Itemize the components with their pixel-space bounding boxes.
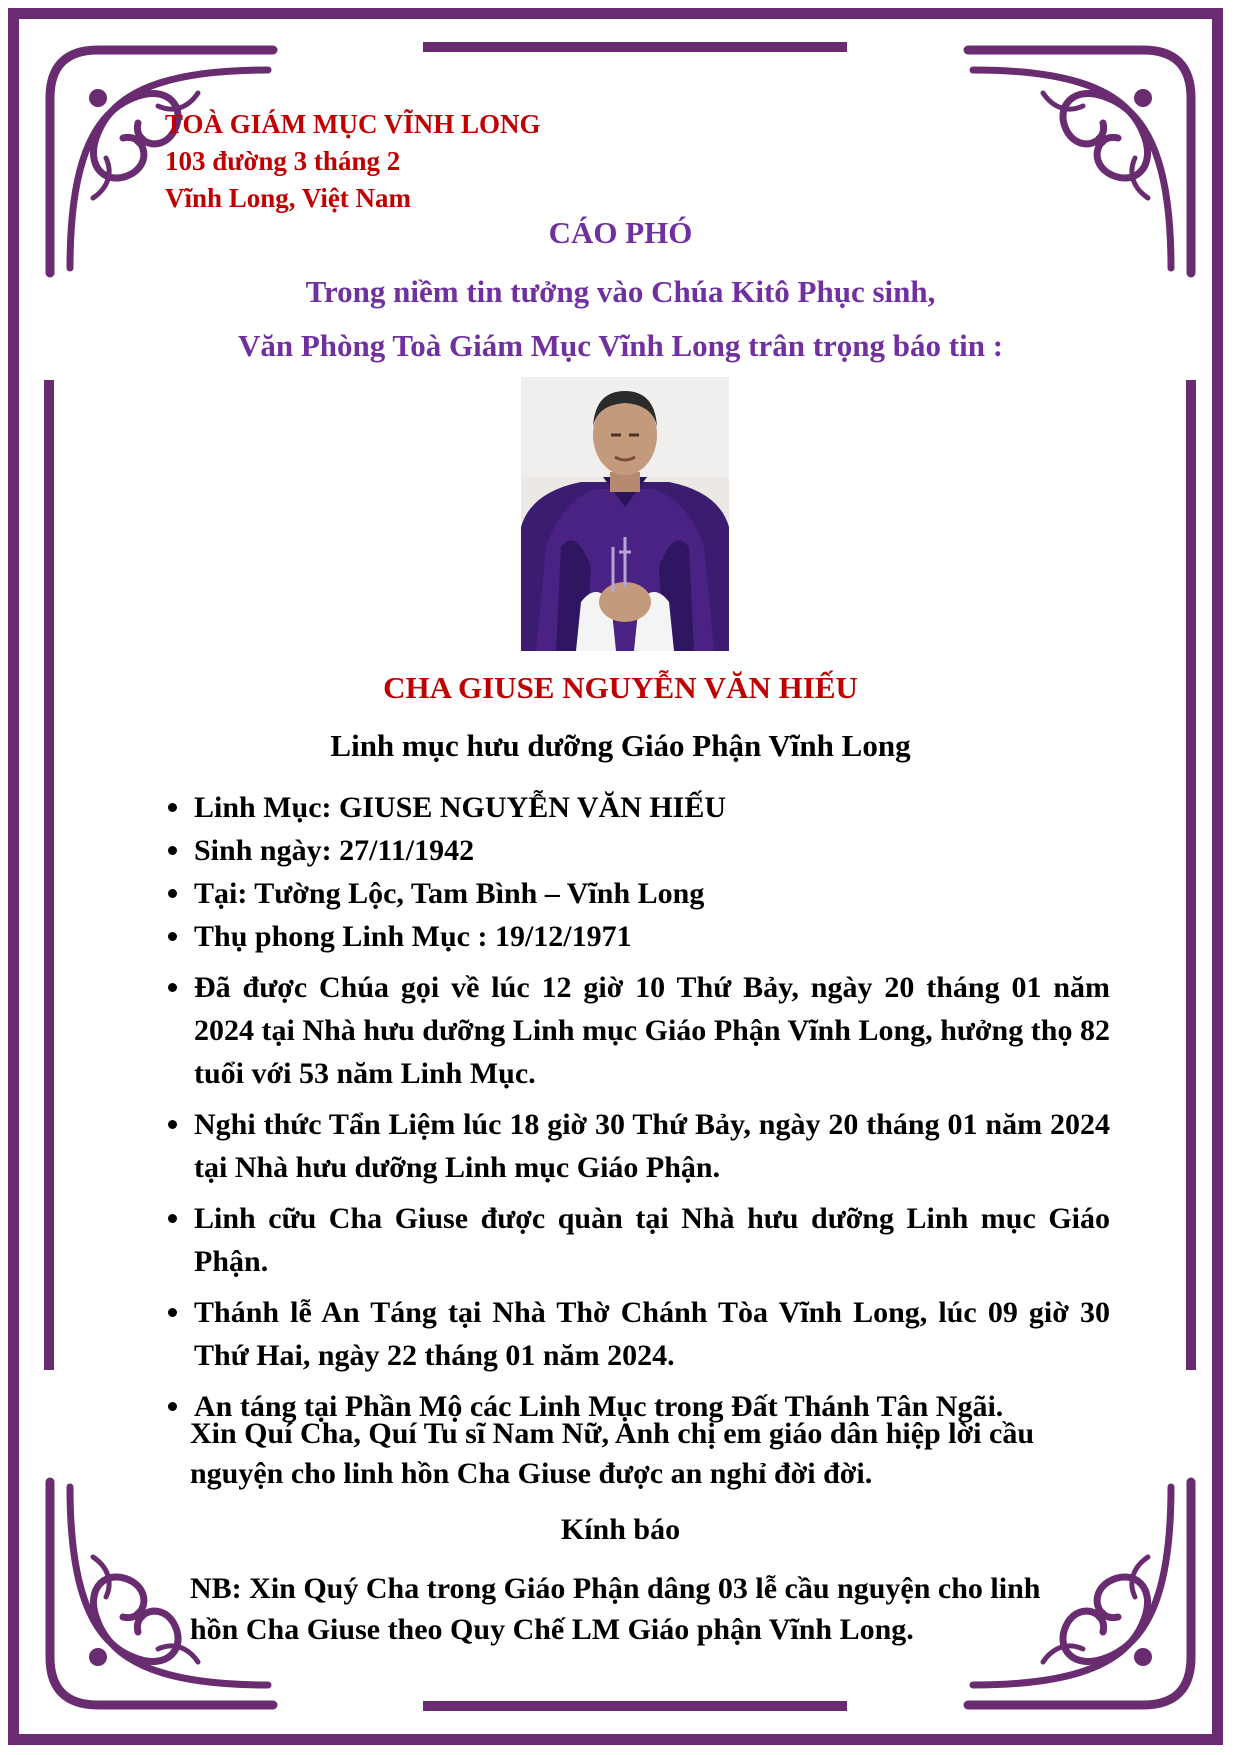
intro-text (0, 265, 1241, 373)
deceased-role: Linh mục hưu dưỡng Giáo Phận Vĩnh Long (330, 728, 911, 763)
list-item: Nghi thức Tẩn Liệm lúc 18 giờ 30 Thứ Bảy, ngày 20 tháng 01 năm 2024 tại Nhà hưu dưỡng Linh mục Giáo Phận. (160, 1103, 1110, 1189)
list-item: An táng tại Phần Mộ các Linh Mục trong Đất Thánh Tân Ngãi. (160, 1385, 1110, 1428)
nb-note: NB: Xin Quý Cha trong Giáo Phận dâng 03 lễ cầu nguyện cho linh hồn Cha Giuse theo Quy Chế LM Giáo phận Vĩnh Long. (190, 1572, 1041, 1646)
list-item: Đã được Chúa gọi về lúc 12 giờ 10 Thứ Bảy, ngày 20 tháng 01 năm 2024 tại Nhà hưu dưỡng Linh mục Giáo Phận Vĩnh Long, hưởng thọ 82 tuổi với 53 năm Linh Mục. (160, 966, 1110, 1095)
signoff: Kính báo (560, 1513, 681, 1546)
diocese-header (165, 106, 541, 217)
right-border-bar (1186, 380, 1196, 1370)
list-item: Linh Mục: GIUSE NGUYỄN VĂN HIẾU (160, 786, 1110, 829)
priest-portrait (521, 377, 729, 651)
list-item: Linh cữu Cha Giuse được quàn tại Nhà hưu dưỡng Linh mục Giáo Phận. (160, 1197, 1110, 1283)
closing-prayer: Xin Quí Cha, Quí Tu sĩ Nam Nữ, Anh chị em giáo dân hiệp lời cầu nguyện cho linh hồn Cha Giuse được an nghỉ đời đời. (190, 1417, 1034, 1490)
list-item: Tại: Tường Lộc, Tam Bình – Vĩnh Long (160, 872, 1110, 915)
top-border-bar (423, 42, 847, 52)
left-border-bar (44, 380, 54, 1370)
list-item: Sinh ngày: 27/11/1942 (160, 829, 1110, 872)
list-item: Thánh lễ An Táng tại Nhà Thờ Chánh Tòa Vĩnh Long, lúc 09 giờ 30 Thứ Hai, ngày 22 tháng 01 năm 2024. (160, 1291, 1110, 1377)
diocese-name: TOÀ GIÁM MỤC VĨNH LONG (165, 109, 541, 139)
bottom-border-bar (423, 1701, 847, 1711)
diocese-city: Vĩnh Long, Việt Nam (165, 183, 412, 213)
intro-line-1: Trong niềm tin tưởng vào Chúa Kitô Phục sinh, (305, 274, 936, 309)
notice-title: CÁO PHÓ (548, 215, 693, 250)
details-list (160, 786, 1110, 1428)
list-item: Thụ phong Linh Mục : 19/12/1971 (160, 915, 1110, 958)
intro-line-2: Văn Phòng Toà Giám Mục Vĩnh Long trân trọng báo tin : (237, 328, 1004, 363)
deceased-name: CHA GIUSE NGUYỄN VĂN HIẾU (383, 670, 858, 705)
diocese-address: 103 đường 3 tháng 2 (165, 146, 401, 176)
